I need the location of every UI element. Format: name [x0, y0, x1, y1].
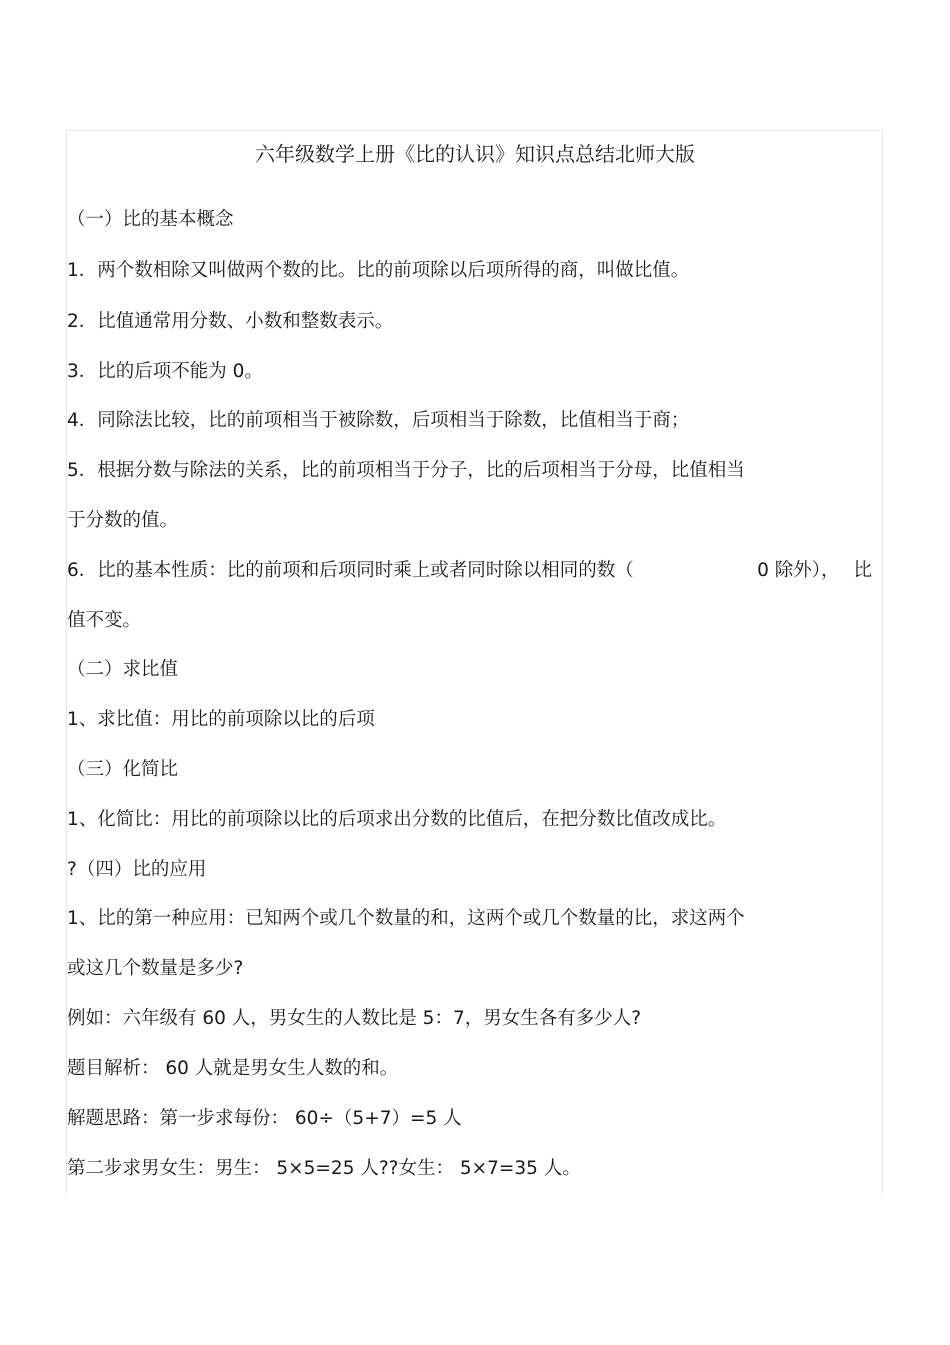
paragraph-line: 于分数的值。: [67, 510, 179, 531]
section-heading-ratio-value: （二）求比值: [67, 659, 179, 680]
page-frame: [66, 130, 883, 1195]
paragraph-line: 2．比值通常用分数、小数和整数表示。: [67, 311, 394, 332]
analysis-line: 题目解析： 60 人就是男女生人数的和。: [67, 1058, 399, 1079]
paragraph-line: 5．根据分数与除法的关系，比的前项相当于分子，比的后项相当于分母，比值相当: [67, 460, 745, 481]
paragraph-line: 或这几个数量是多少?: [67, 958, 244, 979]
paragraph-line: 值不变。: [67, 610, 142, 631]
document-title: 六年级数学上册《比的认识》知识点总结北师大版: [255, 142, 695, 166]
paragraph-line: 1、比的第一种应用：已知两个或几个数量的和，这两个或几个数量的比，求这两个: [67, 908, 745, 929]
section-heading-basic-concept: （一）比的基本概念: [67, 209, 234, 230]
example-line: 例如：六年级有 60 人，男女生的人数比是 5：7，男女生各有多少人?: [67, 1008, 642, 1029]
paragraph-line: 1、化简比：用比的前项除以比的后项求出分数的比值后，在把分数比值改成比。: [67, 809, 727, 830]
section-heading-simplify: （三）化简比: [67, 759, 179, 780]
solution-step-line: 第二步求男女生：男生： 5×5=25 人??女生： 5×7=35 人。: [67, 1158, 581, 1179]
paragraph-segment: 比: [853, 560, 872, 581]
paragraph-line: 1、求比值：用比的前项除以比的后项: [67, 709, 375, 730]
paragraph-segment: 6．比的基本性质：比的前项和后项同时乘上或者同时除以相同的数（: [67, 560, 634, 581]
paragraph-line: 3．比的后项不能为 0。: [67, 361, 263, 382]
solution-step-line: 解题思路：第一步求每份： 60÷（5+7）=5 人: [67, 1108, 462, 1129]
section-heading-application: ?（四）比的应用: [67, 859, 207, 880]
paragraph-line-justified: [67, 558, 872, 584]
paragraph-line: 1．两个数相除又叫做两个数的比。比的前项除以后项所得的商，叫做比值。: [67, 260, 690, 281]
paragraph-segment: 0 除外），: [757, 560, 840, 581]
paragraph-line: 4．同除法比较，比的前项相当于被除数，后项相当于除数，比值相当于商；: [67, 410, 690, 431]
